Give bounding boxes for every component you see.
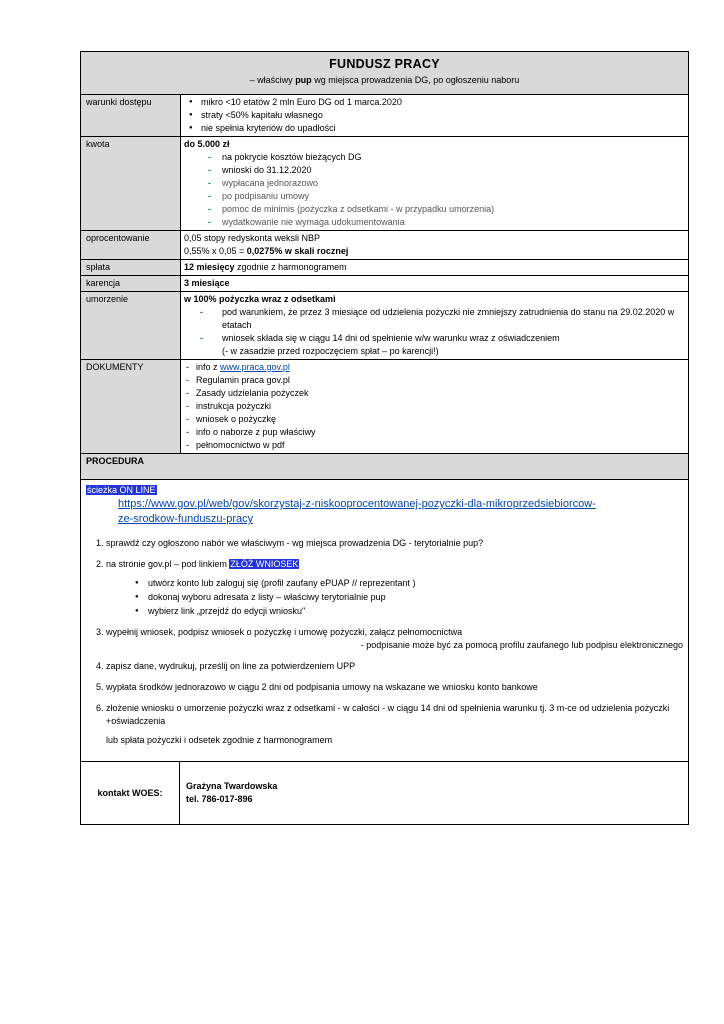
- list-item: - pełnomocnictwo w pdf: [196, 439, 685, 452]
- gov-url-link[interactable]: https://www.gov.pl/web/gov/skorzystaj-z-niskooprocentowanej-pozyczki-dla-mikroprzedsiebiorcow- ze-srodkow-funduszu-pracy: [118, 498, 596, 525]
- row-karencja: [81, 276, 688, 292]
- list-item: - pomoc de minimis (pożyczka z odsetkami - w przypadku umorzenia): [222, 203, 685, 216]
- conditions-table: [81, 95, 688, 454]
- row-warunki: [81, 95, 688, 137]
- list-item: - info z www.praca.gov.pl: [196, 361, 685, 374]
- procedure-steps: [86, 537, 683, 747]
- row-oprocentowanie: [81, 231, 688, 260]
- label-dokumenty: DOKUMENTY: [81, 360, 181, 454]
- row-umorzenie: [81, 292, 688, 360]
- list-item: - wydatkowanie nie wymaga udokumentowania: [222, 216, 685, 229]
- title-header: [81, 52, 688, 95]
- document-table: [80, 51, 689, 825]
- oprocentowanie-line1: 0,05 stopy redyskonta weksli NBP: [184, 233, 321, 243]
- list-item: ● nie spełnia kryteriów do upadłości: [201, 122, 685, 135]
- praca-link[interactable]: www.praca.gov.pl: [220, 362, 290, 372]
- list-item: ● dokonaj wyboru adresata z listy – właściwy terytorialnie pup: [148, 591, 683, 604]
- submit-application-button[interactable]: ZŁÓŻ WNIOSEK: [230, 559, 299, 569]
- label-warunki: warunki dostępu: [81, 95, 181, 137]
- list-item: - wnioski do 31.12.2020: [222, 164, 685, 177]
- list-item: - info o naborze z pup właściwy: [196, 426, 685, 439]
- label-umorzenie: umorzenie: [81, 292, 181, 360]
- contact-label: kontakt WOES:: [81, 762, 180, 824]
- umorzenie-head: w 100% pożyczka wraz z odsetkami: [184, 294, 336, 304]
- procedura-body: [81, 480, 688, 762]
- label-kwota: kwota: [81, 137, 181, 231]
- list-item: - wniosek o pożyczkę: [196, 413, 685, 426]
- list-item: - wniosek składa się w ciągu 14 dni od spełnienie w/w warunku wraz z oświadczeniem (- w zasadzie przed rozpoczęciem spłat – po karencji!): [222, 332, 685, 358]
- list-item: 3. wypełnij wniosek, podpisz wniosek o pożyczkę i umowę pożyczki, załącz pełnomocnictwa - podpisanie może być za pomocą profilu zaufanego lub podpisu elektronicznego: [106, 626, 683, 652]
- umorzenie-list: [184, 306, 685, 358]
- label-karencja: karencja: [81, 276, 181, 292]
- splata-value: 12 miesięcy zgodnie z harmonogramem: [181, 260, 689, 276]
- step2-sublist: [106, 577, 683, 618]
- list-item: 4. zapisz dane, wydrukuj, prześlij on line za potwierdzeniem UPP: [106, 660, 683, 673]
- kwota-value: do 5.000 zł: [184, 139, 230, 149]
- list-item: - Zasady udzielania pożyczek: [196, 387, 685, 400]
- list-item: 6. złożenie wniosku o umorzenie pożyczki wraz z odsetkami - w całości - w ciągu 14 dni od spełnienia warunku tj. 3 m-ce od udzielenia pożyczki +oświadczenia lub spłata pożyczki i odsetek zgodnie z harmonogramem: [106, 702, 683, 747]
- kwota-list: [184, 151, 685, 229]
- row-dokumenty: [81, 360, 688, 454]
- page-title: FUNDUSZ PRACY: [329, 57, 440, 71]
- list-item: - pod warunkiem, że przez 3 miesiące od udzielenia pożyczki nie zmniejszy zatrudnienia do stanu na 29.02.2020 w etatach: [222, 306, 685, 332]
- row-splata: [81, 260, 688, 276]
- dokumenty-list: [184, 361, 685, 452]
- warunki-list: [184, 96, 685, 135]
- list-item: ● utwórz konto lub zaloguj się (profil zaufany ePUAP // reprezentant ): [148, 577, 683, 590]
- list-item: - po podpisaniu umowy: [222, 190, 685, 203]
- karencja-value: 3 miesiące: [181, 276, 689, 292]
- list-item: 5. wypłata środków jednorazowo w ciągu 2 dni od podpisania umowy na wskazane we wniosku konto bankowe: [106, 681, 683, 694]
- contact-phone: tel. 786-017-896: [186, 794, 253, 804]
- list-item: ● straty <50% kapitału własnego: [201, 109, 685, 122]
- online-path-label: ścieżka ON LINE: [87, 485, 156, 495]
- oprocentowanie-line2: 0,55% x 0,05 = 0,0275% w skali rocznej: [184, 246, 349, 256]
- contact-row: [81, 762, 688, 824]
- procedura-heading: PROCEDURA: [81, 454, 688, 480]
- label-splata: spłata: [81, 260, 181, 276]
- list-item: - Regulamin praca gov.pl: [196, 374, 685, 387]
- list-item: 1. sprawdź czy ogłoszono nabór we właściwym - wg miejsca prowadzenia DG - terytorialnie pup?: [106, 537, 683, 550]
- page-subtitle: – właściwy pup wg miejsca prowadzenia DG, po ogłoszeniu naboru: [249, 75, 520, 85]
- list-item: - wypłacana jednorazowo: [222, 177, 685, 190]
- list-item: - instrukcja pożyczki: [196, 400, 685, 413]
- contact-details: [180, 762, 283, 824]
- contact-name: Grażyna Twardowska: [186, 781, 278, 791]
- row-kwota: [81, 137, 688, 231]
- list-item: 2. na stronie gov.pl – pod linkiem ZŁÓŻ WNIOSEK ● utwórz konto lub zaloguj się (profil zaufany ePUAP // reprezentant ) ● dokonaj wyboru adresata z listy – właściwy terytorialnie pup ● wybierz link „przejdź do edycji wniosku": [106, 558, 683, 618]
- label-oprocentowanie: oprocentowanie: [81, 231, 181, 260]
- list-item: - na pokrycie kosztów bieżących DG: [222, 151, 685, 164]
- list-item: ● wybierz link „przejdź do edycji wniosku": [148, 605, 683, 618]
- list-item: ● mikro <10 etatów 2 mln Euro DG od 1 marca.2020: [201, 96, 685, 109]
